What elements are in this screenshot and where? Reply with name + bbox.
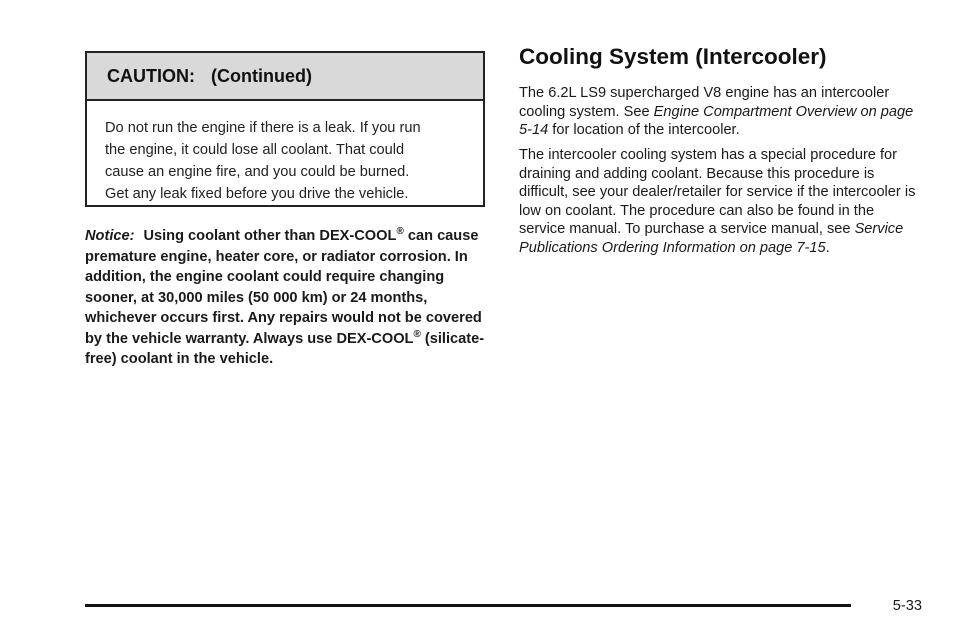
- registered-mark: ®: [413, 328, 421, 340]
- p2-text: The intercooler cooling system has a special procedure for draining and adding coolant. Because this procedure is difficult, see your dealer/retailer for service if the intercooler is low on coolant. The procedure can also be found in the service manual. To purchase a service manual, see: [519, 147, 916, 238]
- caution-line: Do not run the engine if there is a leak. If you run: [105, 120, 421, 136]
- intercooler-paragraph-2: [519, 146, 919, 258]
- notice-text-2: can cause premature engine, heater core, or radiator corrosion. In addition, the engine coolant could require changing sooner, at 30,000 miles (50 000 km) or 24 months, whichever occurs first. Any repairs would not be covered by the vehicle warranty. Always use DEX-COOL: [85, 228, 482, 347]
- caution-header: [87, 53, 483, 101]
- p2-tail: .: [825, 239, 830, 256]
- intercooler-paragraph-1: [519, 84, 919, 140]
- caution-line: the engine, it could lose all coolant. That could: [105, 142, 405, 158]
- footer-rule: [85, 604, 851, 607]
- notice-paragraph: [85, 226, 495, 370]
- service-publications-xref-link[interactable]: Service Publications Ordering Information on page 7-15: [519, 221, 904, 256]
- page-number: 5-33: [892, 598, 922, 614]
- registered-mark: ®: [396, 226, 404, 237]
- p1-text: The 6.2L LS9 supercharged V8 engine has an intercooler cooling system. See: [519, 85, 890, 120]
- p1-tail: for location of the intercooler.: [548, 122, 740, 139]
- engine-compartment-xref-link[interactable]: Engine Compartment Overview on page 5-14: [519, 103, 914, 139]
- caution-line: cause an engine fire, and you could be burned.: [105, 164, 410, 180]
- notice-text-1: Using coolant other than DEX-COOL: [143, 228, 397, 244]
- caution-continued: (Continued): [211, 65, 312, 86]
- notice-text-3: (silicate-free) coolant in the vehicle.: [85, 330, 485, 367]
- caution-label: CAUTION:: [107, 65, 195, 86]
- caution-box: [85, 51, 485, 207]
- section-title: Cooling System (Intercooler): [519, 44, 827, 69]
- caution-body: [87, 101, 483, 205]
- notice-label: Notice:: [85, 228, 135, 244]
- caution-line: Get any leak fixed before you drive the vehicle.: [105, 186, 409, 202]
